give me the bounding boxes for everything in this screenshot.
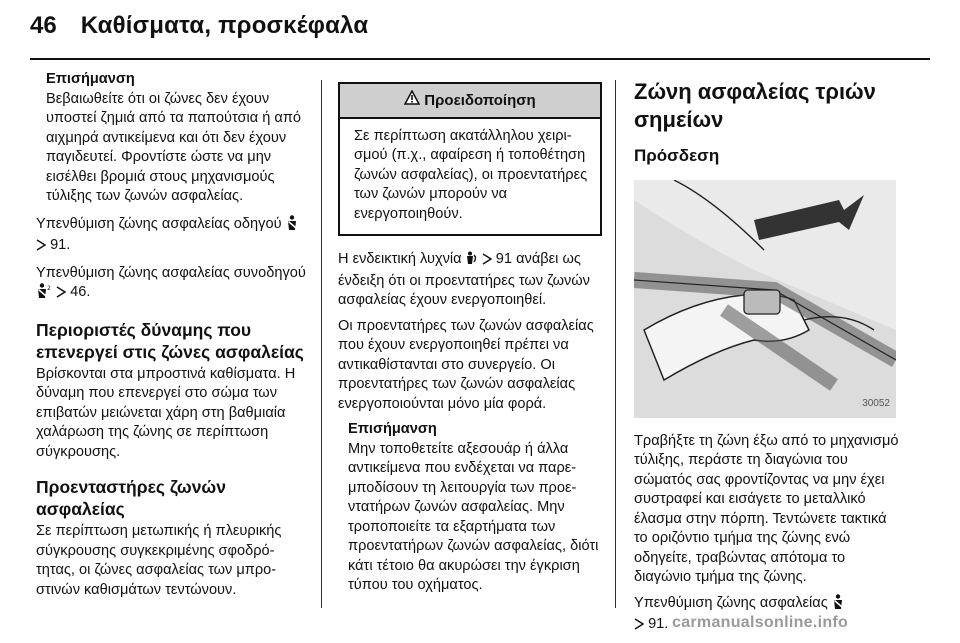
note-block [348, 420, 602, 596]
indicator-text-after: ανάβει ως ένδειξη ότι οι προεντατήρες των ζωνών ασφαλείας έχουν ενεργοποιηθεί. [338, 251, 590, 308]
reminder-text: Υπενθύμιση ζώνης ασφαλείας [634, 594, 828, 611]
seatbelt-icon [832, 594, 844, 616]
replace-text: Οι προεντατήρες των ζωνών ασφαλείας που έχουν ενεργοποιηθεί πρέπει να αντικαθίστανται στο συνεργείο. Οι προεντατήρες των ζωνών ασφαλείας ενεργοποιούνται μόνο μία φορά. [338, 317, 594, 412]
header-rule [30, 58, 930, 60]
limiters-text: Βρίσκονται στα μπροστινά καθίσματα. Η δύναμη που επενεργεί στο σώμα των επιβατών μειώνεται χάρη στη βαθμιαία χαλάρωση της ζώνης σε περίπτωση σύγκρουσης. [36, 365, 296, 460]
indicator-text-before: Η ενδεικτική λυχνία [338, 251, 462, 267]
reminder-codriver-ref: 46. [70, 284, 91, 300]
airbag-indicator-icon [466, 251, 478, 272]
indicator-ref: 91 [495, 251, 513, 267]
reminder-ref: 91. [648, 616, 669, 632]
limiters-heading: Περιοριστές δύναμης που επενεργεί στις ζώνες ασφαλείας [36, 319, 304, 362]
column-divider [321, 80, 322, 608]
page-reference-icon [634, 617, 644, 637]
note-title: Επισήμανση [348, 421, 437, 437]
indicator-paragraph [338, 250, 602, 311]
section-heading: Ζώνη ασφαλείας τριών σημείων [634, 79, 876, 132]
column-left [36, 70, 306, 606]
warning-header [340, 84, 600, 119]
instruction-text: Τραβήξτε τη ζώνη έξω από το μηχανισμό τύλιξης, περάστε τη διαγώνια του σώματός σας φροντίζοντας να μην έχει συστραφεί και εισάγετε το μεταλλικό έλασμα στην πόρπη. Τεντώνετε τακτικά το οριζόντιο τμήμα της ζώνης ενώ οδηγείτε, τραβώντας απότομα το διαγώνιο τμήμα της ζώνης. [634, 432, 899, 585]
warning-text: Σε περίπτωση ακατάλληλου χειρισμού (π.χ., αφαίρεση ή τοποθέτηση ζωνών ασφαλείας), οι προεντατήρες των ζωνών μπορούν να ενεργοποιηθούν. [354, 127, 588, 222]
seatbelt-icon [286, 215, 298, 237]
seatbelt-illustration [634, 180, 896, 418]
reminder-driver [36, 215, 306, 258]
page-reference-icon [36, 238, 46, 258]
seatbelt-icon [36, 283, 52, 305]
column-divider [615, 80, 616, 608]
reminder-driver-ref: 91. [50, 237, 71, 253]
page-reference-icon [56, 285, 66, 305]
reminder-codriver [36, 264, 306, 305]
page-title: Καθίσματα, προσκέφαλα [80, 12, 369, 39]
page-reference-icon [482, 252, 492, 272]
note-text: Βεβαιωθείτε ότι οι ζώνες δεν έχουν υποστεί ζημιά από τα παπούτσια ή από αιχμηρά αντικείμενα και ότι δεν έχουν παγιδευτεί. Φροντίστε ώστε να μην εισέλθει βρομιά στους μηχανισμούς τύλιξης των ζωνών ασφαλείας. [46, 90, 302, 204]
column-middle [338, 74, 602, 604]
figure-code: 30052 [862, 398, 890, 409]
warning-box [338, 82, 602, 236]
note-text: Μην τοποθετείτε αξεσουάρ ή άλλα αντικείμενα που ενδέχεται να παρεμποδίσουν τη λειτουργία των προεντατήρων ζωνών ασφαλείας. Μην τροποποιείτε τα εξαρτήματα των προεντατήρων ζωνών ασφαλείας, διότι κάτι τέτοιο θα ακυρώσει την έγκριση τύπου του οχήματος. [348, 440, 599, 593]
seatbelt-drawing [634, 180, 896, 418]
section-subheading: Πρόσδεση [634, 146, 720, 165]
watermark: carmanualsonline.info [672, 614, 849, 631]
page-number: 46 [30, 12, 57, 39]
warning-title: Προειδοποίηση [424, 91, 536, 109]
pretensioners-text: Σε περίπτωση μετωπικής ή πλευρικής σύγκρουσης συγκεκριμένης σφοδρότητας, οι ζώνες ασφαλείας των μπροστινών καθισμάτων τεντώνουν. [36, 523, 282, 598]
warning-triangle-icon [404, 90, 420, 111]
reminder-codriver-text: Υπενθύμιση ζώνης ασφαλείας συνοδηγού [36, 264, 306, 281]
pretensioners-heading: Προενταστήρες ζωνών ασφαλείας [36, 477, 226, 519]
column-right [634, 74, 902, 643]
page-header [30, 12, 368, 42]
note-title: Επισήμανση [46, 71, 135, 87]
reminder-driver-text: Υπενθύμιση ζώνης ασφαλείας οδηγού [36, 215, 282, 232]
note-block [46, 70, 306, 207]
svg-text:2: 2 [47, 285, 51, 292]
